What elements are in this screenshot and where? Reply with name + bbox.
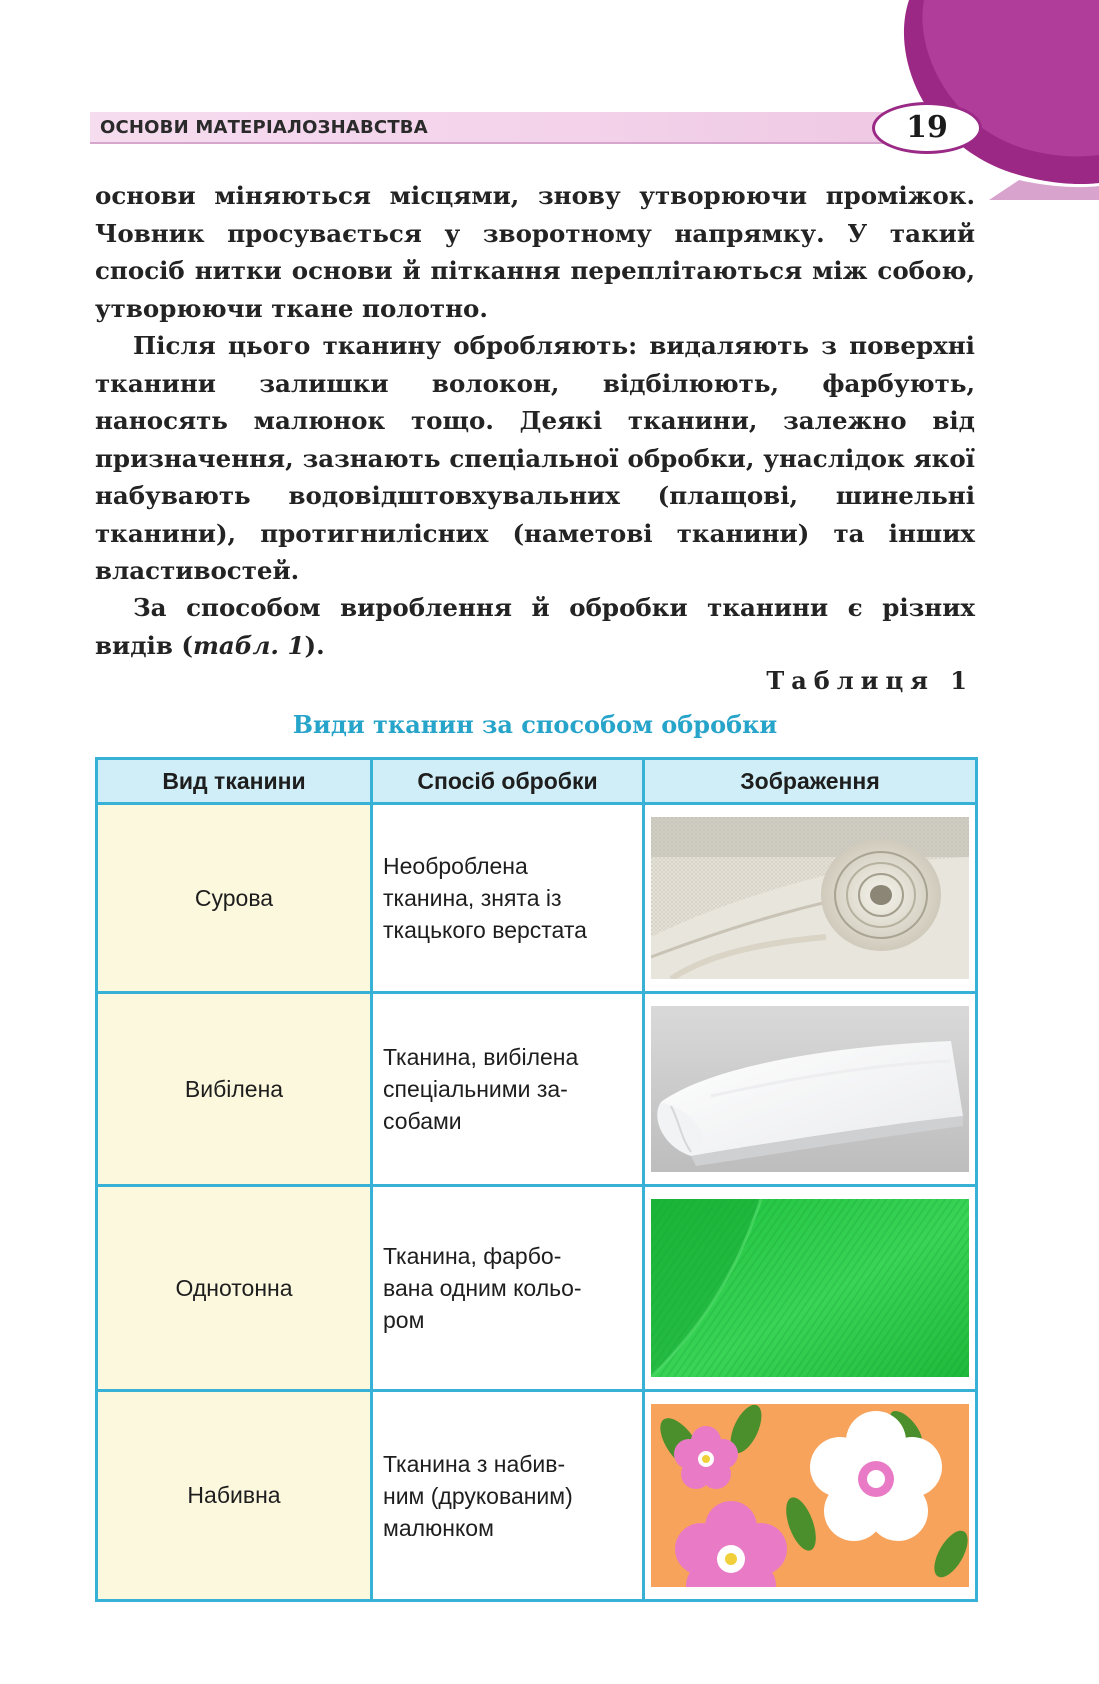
method-line: ним (друкованим) — [383, 1482, 573, 1509]
fabric-image-cell — [644, 1391, 977, 1601]
paragraph-3-start: За способом вироблення й обробки тканини є різних видів ( — [95, 593, 975, 660]
method-line: тканина, знята із — [383, 885, 562, 911]
fabric-kind: Сурова — [97, 804, 372, 993]
header-method: Спосіб обробки — [372, 759, 644, 804]
method-line: спеціальними за- — [383, 1076, 568, 1102]
table-reference-link: табл. 1 — [192, 630, 305, 660]
method-line: ром — [383, 1307, 425, 1333]
method-line: Тканина з набив- — [383, 1450, 566, 1477]
fabric-image-cell — [644, 1186, 977, 1391]
fabric-method — [372, 804, 644, 993]
table-row — [97, 1186, 977, 1391]
method-line: ткацького верстата — [383, 917, 587, 943]
raw-fabric-roll-image — [651, 817, 969, 979]
fabric-method — [372, 1186, 644, 1391]
corner-decoration — [869, 0, 1099, 200]
bleached-fabric-image — [651, 1006, 969, 1172]
method-line: Необроблена — [383, 853, 528, 879]
fabric-image-cell — [644, 804, 977, 993]
table-row — [97, 993, 977, 1186]
fabric-image-cell — [644, 993, 977, 1186]
paragraph-2: Після цього тканину обробляють: видаляють з поверхні тканини залишки волокон, відбілюють, фарбують, наносять малюнок тощо. Деякі тканини, залежно від призначення, зазнають спеціальної обробки, унаслідок якої набувають водовідштовхувальних (плащові, шинельні тканини), протигнилісних (наметові тканини) та інших властивостей. — [95, 331, 975, 585]
table-caption: Види тканин за способом обробки — [292, 710, 778, 739]
solid-green-fabric-image — [651, 1199, 969, 1377]
table-row — [97, 1391, 977, 1601]
fabric-kind: Однотонна — [97, 1186, 372, 1391]
table-row — [97, 804, 977, 993]
printed-floral-fabric-image — [651, 1404, 969, 1587]
method-line: малюнком — [383, 1514, 494, 1541]
header-image: Зображення — [644, 759, 977, 804]
method-line: собами — [383, 1108, 462, 1134]
fabric-types-table — [95, 757, 978, 1602]
method-line: вана одним кольо- — [383, 1275, 582, 1301]
table-label: Таблиця 1 — [766, 666, 974, 695]
method-line: Тканина, вибілена — [383, 1044, 579, 1070]
table-header-row — [97, 759, 977, 804]
section-title: ОСНОВИ МАТЕРІАЛОЗНАВСТВА — [100, 117, 428, 138]
fabric-kind: Вибілена — [97, 993, 372, 1186]
fabric-method — [372, 1391, 644, 1601]
method-line: Тканина, фарбо- — [383, 1243, 562, 1269]
paragraph-3-end: ). — [304, 630, 325, 660]
fabric-method — [372, 993, 644, 1186]
header-kind: Вид тканини — [97, 759, 372, 804]
page-number: 19 — [872, 102, 982, 154]
paragraph-1: основи міняються місцями, знову утворюючи проміжок. Човник просувається у зворотному напрямку. У такий спосіб нитки основи й піткання переплітаються між собою, утворюючи ткане полотно. — [95, 181, 975, 323]
fabric-kind: Набивна — [97, 1391, 372, 1601]
paragraph-3 — [95, 589, 975, 664]
